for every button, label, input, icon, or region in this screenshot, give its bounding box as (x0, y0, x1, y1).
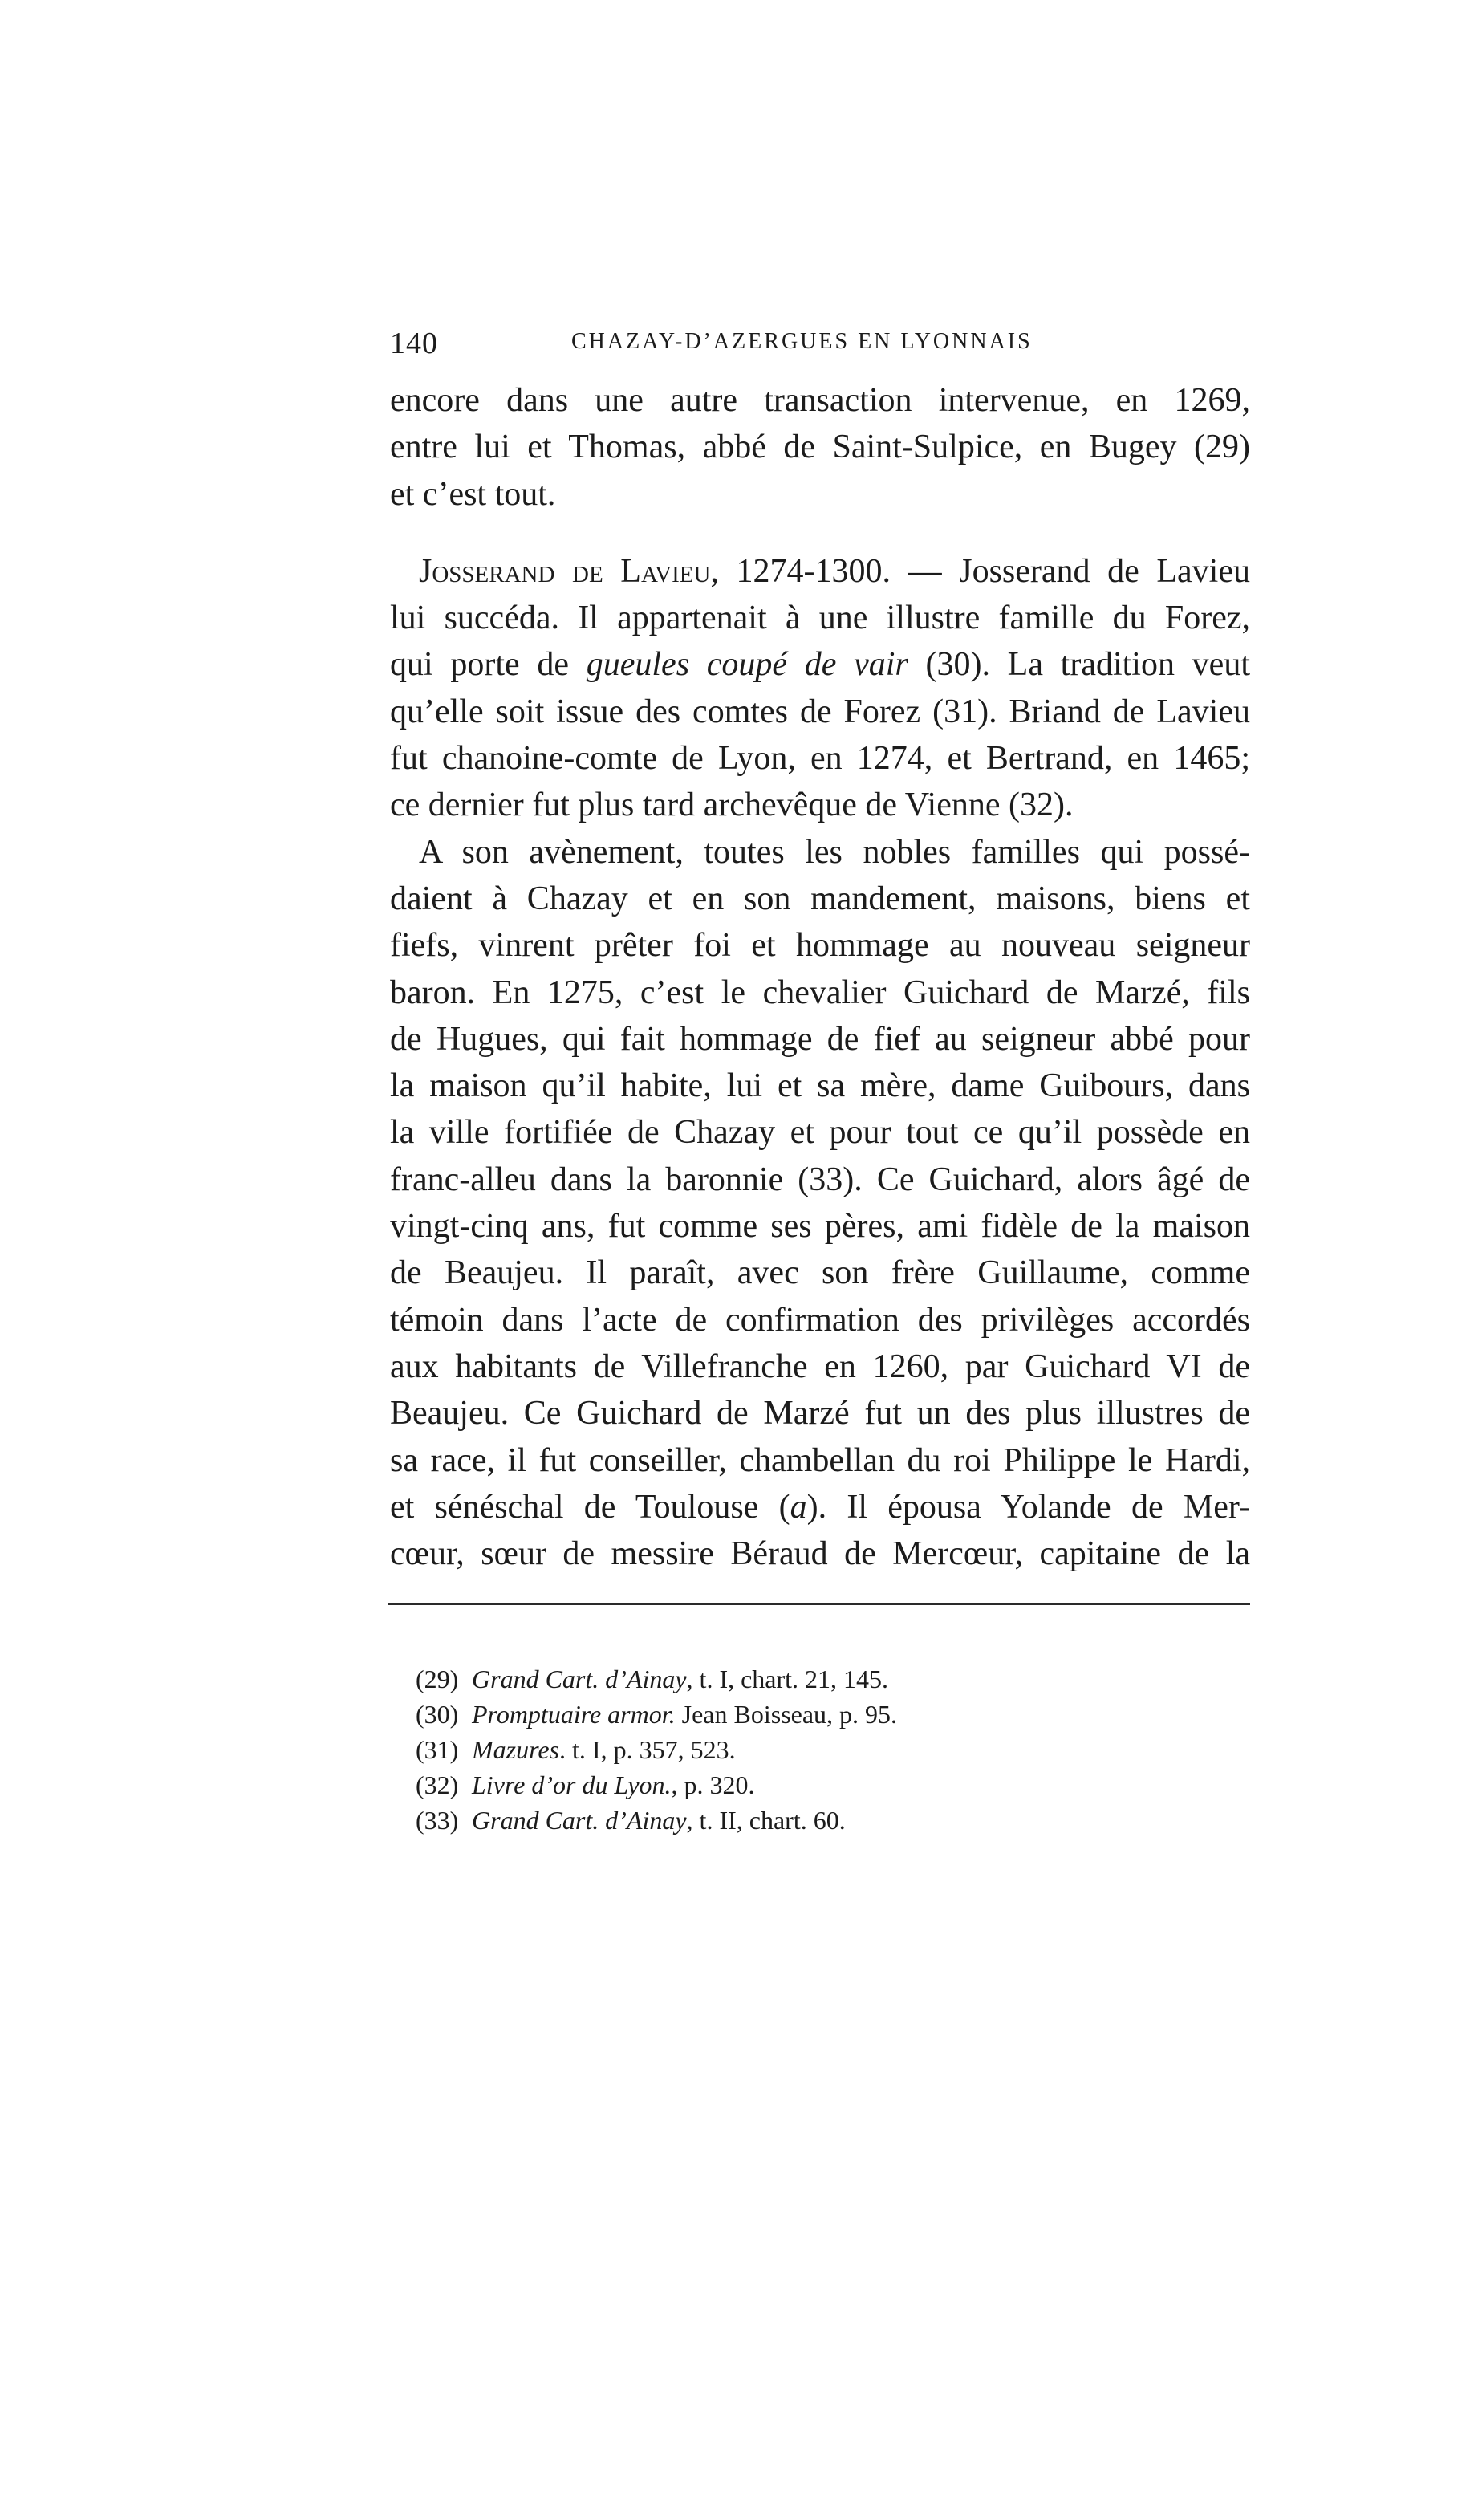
text-line: fiefs, vinrent prêter foi et hommage au nouveau seigneur (390, 927, 1250, 965)
text-line: la ville fortifiée de Chazay et pour tout ce qu’il possède en (390, 1114, 1250, 1152)
text-line (390, 548, 1250, 595)
text-line: entre lui et Thomas, abbé de Saint-Sulpice, en Bugey (29) (390, 429, 1250, 466)
text-line: Beaujeu. Ce Guichard de Marzé fut un des plus illustres de (390, 1395, 1250, 1433)
text-line: qu’elle soit issue des comtes de Forez (31). Briand de Lavieu (390, 693, 1250, 730)
text-line: témoin dans l’acte de confirmation des privilèges accordés (390, 1301, 1250, 1339)
footnote-source: Grand Cart. d’Ainay (472, 1664, 687, 1693)
footnote-number: (33) (416, 1806, 459, 1835)
text-line: lui succéda. Il appartenait à une illustre famille du Forez, (390, 600, 1250, 637)
footnote-number: (31) (416, 1735, 459, 1764)
text-line: cœur, sœur de messire Béraud de Mercœur, capitaine de la (390, 1535, 1250, 1573)
text-line: baron. En 1275, c’est le chevalier Guichard de Marzé, fils (390, 973, 1250, 1011)
text-line: encore dans une autre transaction intervenue, en 1269, (390, 382, 1250, 419)
note-marker: a (790, 1488, 807, 1526)
footnotes (416, 1661, 1218, 1838)
text-line: vingt-cinq ans, fut comme ses pères, ami fidèle de la maison (390, 1208, 1250, 1246)
text-line: fut chanoine-comte de Lyon, en 1274, et Bertrand, en 1465; (390, 740, 1250, 778)
text-line: franc-alleu dans la baronnie (33). Ce Guichard, alors âgé de (390, 1160, 1250, 1198)
footnote-source: Mazures (472, 1735, 560, 1764)
text-span: qui porte de (390, 646, 587, 684)
footnote (416, 1697, 1218, 1732)
text-line: la maison qu’il habite, lui et sa mère, dame Guibours, dans (390, 1067, 1250, 1105)
text-line (390, 1484, 1250, 1530)
footnote-source: Livre d’or du Lyon. (472, 1770, 672, 1799)
footnote-source: Promptuaire armor. (472, 1700, 676, 1729)
running-title: CHAZAY-D’AZERGUES EN LYONNAIS (571, 329, 1033, 354)
footnote-ref: . t. I, p. 357, 523. (559, 1735, 736, 1764)
text-line: et c’est tout. (390, 475, 556, 513)
footnote-number: (29) (416, 1664, 459, 1693)
footnote-ref: Jean Boisseau, p. 95. (675, 1700, 898, 1729)
footnote-source: Grand Cart. d’Ainay (472, 1806, 687, 1835)
footnote (416, 1803, 1218, 1838)
page-number: 140 (390, 327, 438, 360)
footnote-ref: , t. I, chart. 21, 145. (686, 1664, 889, 1693)
text-line: daient à Chazay et en son mandement, maisons, biens et (390, 880, 1250, 917)
footnote (416, 1661, 1218, 1697)
text-line: de Beaujeu. Il paraît, avec son frère Guillaume, comme (390, 1254, 1250, 1292)
text-span: , 1274-1300. — Josserand de Lavieu (710, 552, 1250, 590)
footnote-rule (388, 1603, 1250, 1605)
text-span: et sénéschal de Toulouse ( (390, 1488, 790, 1526)
text-line: sa race, il fut conseiller, chambellan du roi Philippe le Hardi, (390, 1441, 1250, 1479)
running-head (390, 326, 1250, 366)
footnote (416, 1732, 1218, 1767)
footnote-ref: , p. 320. (671, 1770, 755, 1799)
heraldry-italic: gueules coupé de vair (586, 646, 908, 684)
footnote (416, 1767, 1218, 1803)
text-line: de Hugues, qui fait hommage de fief au seigneur abbé pour (390, 1020, 1250, 1058)
text-span: ). Il épousa Yolande de Mer- (806, 1488, 1250, 1526)
text-line: A son avènement, toutes les nobles familles qui possé- (419, 833, 1250, 871)
text-line (390, 641, 1250, 688)
seigneur-name: Josserand de Lavieu (419, 552, 711, 590)
paragraph-gap (390, 518, 1250, 548)
text-line: ce dernier fut plus tard archevêque de Vienne (32). (390, 786, 1074, 824)
text-line: aux habitants de Villefranche en 1260, par Guichard VI de (390, 1347, 1250, 1385)
footnote-ref: , t. II, chart. 60. (686, 1806, 846, 1835)
footnote-number: (30) (416, 1700, 459, 1729)
footnote-number: (32) (416, 1770, 459, 1799)
body-text (390, 377, 1250, 1577)
text-span: (30). La tradition veut (908, 646, 1250, 684)
